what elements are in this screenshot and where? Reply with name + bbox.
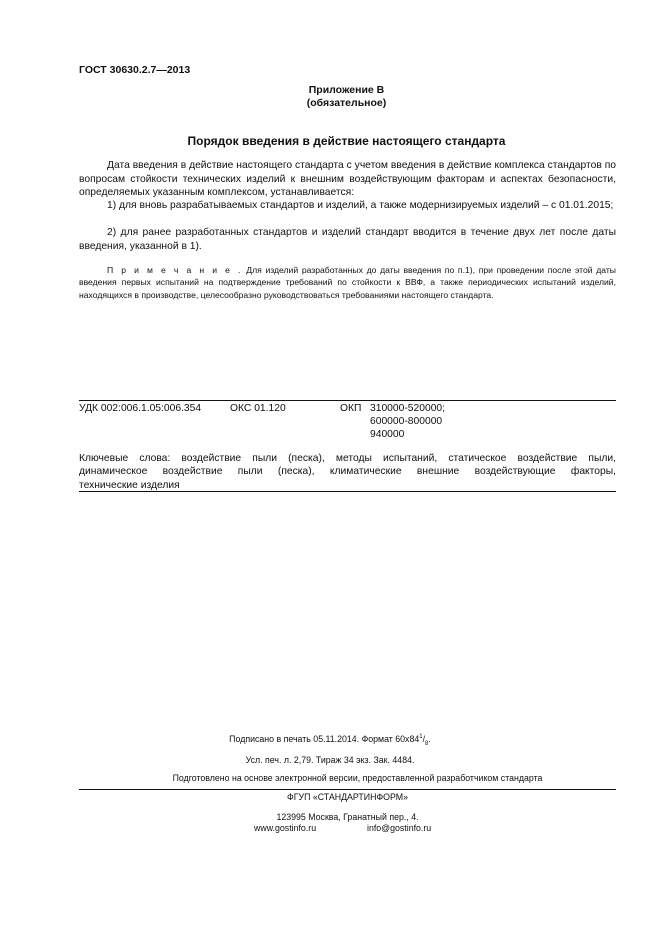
divider <box>79 789 616 790</box>
body-paragraph: 2) для ранее разработанных стандартов и изделий стандарт вводится в течение двух лет после даты введения, указанной в 1). <box>79 227 616 252</box>
signed-text: Подписано в печать 05.11.2014. Формат 60х84 <box>229 734 420 744</box>
udk-code: УДК 002:006.1.05:006.354 <box>79 403 202 414</box>
keywords-line: технические изделия <box>79 479 180 491</box>
format-sup: 1 <box>419 734 423 741</box>
print-info: Усл. печ. л. 2,79. Тираж 34 экз. Зак. 4484. <box>245 755 415 765</box>
section-title: Порядок введения в действие настоящего стандарта <box>187 134 506 148</box>
body-paragraph: Дата введения в действие настоящего стандарта с учетом введения в действие комплекса стандартов по вопросам стойкости технических изделий к внешним воздействующим факторам и аспектах безопасности, определяемых указанным комплексом, устанавливается: <box>79 160 616 199</box>
note-label: П р и м е ч а н и е . <box>107 265 243 275</box>
address: 123995 Москва, Гранатный пер., 4. <box>276 812 419 822</box>
prepared-info: Подготовлено на основе электронной версии, предоставленной разработчиком стандарта <box>172 773 543 783</box>
appendix-subtitle: (обязательное) <box>306 97 387 109</box>
website-link[interactable]: www.gostinfo.ru <box>254 823 317 833</box>
format-sub: 8 <box>425 740 429 747</box>
keywords-line: динамическое воздействие пыли (песка), климатические внешние воздействующие факторы, <box>79 466 616 478</box>
okp-label: ОКП <box>340 403 362 414</box>
okp-code: 310000-520000; <box>370 403 446 414</box>
note-text: Для изделий разработанных до даты введения по п.1), при проведении после этой даты введения первых испытаний на подтверждение требований по стойкости к ВВФ, а также периодических испытаний изделий, находящихся в производстве, целесообразно руководствоваться требованиями настоящего стандарта. <box>79 265 616 300</box>
email-link[interactable]: info@gostinfo.ru <box>367 823 432 833</box>
okp-code: 600000-800000 <box>370 415 443 427</box>
keywords-line: Ключевые слова: воздействие пыли (песка), методы испытаний, статическое воздействие пыли, <box>79 453 616 464</box>
publisher: ФГУП «СТАНДАРТИНФОРМ» <box>287 792 408 802</box>
keywords <box>79 452 616 492</box>
standard-id: ГОСТ 30630.2.7—2013 <box>79 64 191 76</box>
okp-codes <box>370 403 445 441</box>
oks-code: ОКС 01.120 <box>230 403 286 414</box>
divider <box>79 400 616 401</box>
divider <box>79 491 616 492</box>
okp-code: 940000 <box>370 428 405 440</box>
note <box>79 264 616 301</box>
signed-info: Подписано в печать 05.11.2014. Формат $60х84^1/_8$. <box>229 734 431 747</box>
appendix-title: Приложение В <box>308 84 385 96</box>
body-paragraph: 1) для вновь разрабатываемых стандартов и изделий, а также модернизируемых изделий – с 01.01.2015; <box>107 200 614 211</box>
format-end: . <box>428 734 431 744</box>
